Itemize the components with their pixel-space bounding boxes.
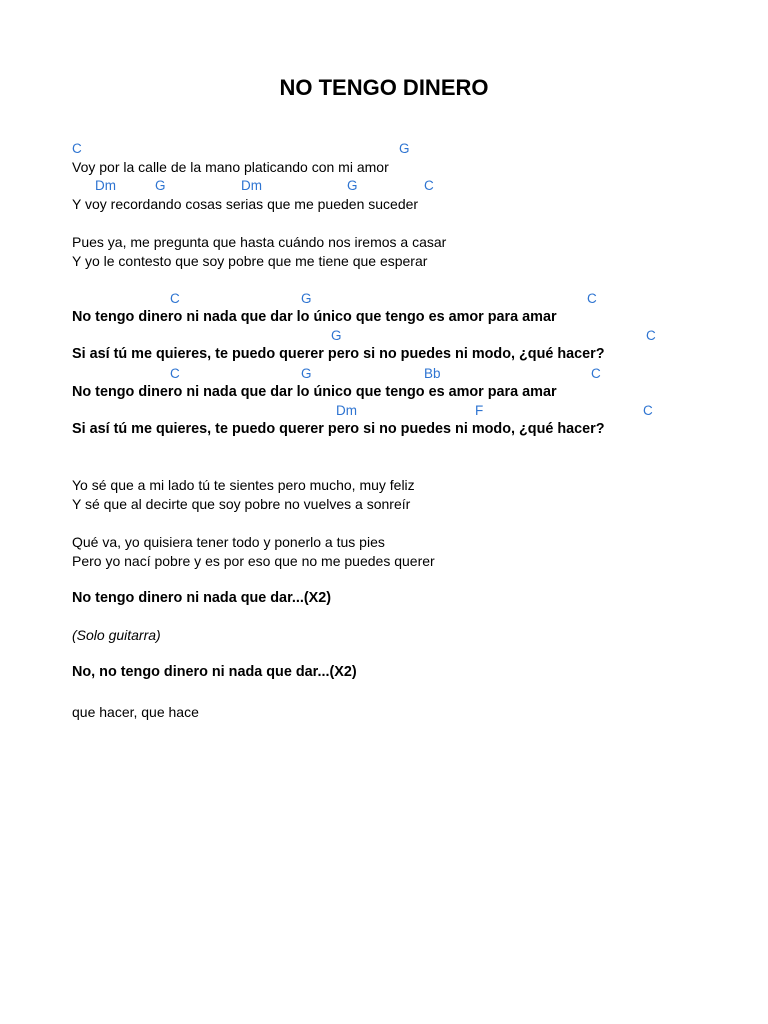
chord: C <box>170 366 180 381</box>
lyric-line: Voy por la calle de la mano platicando con mi amor <box>72 159 389 175</box>
chord: C <box>643 403 653 418</box>
chord: G <box>301 366 312 381</box>
chord: F <box>475 403 484 418</box>
lyric-line: Qué va, yo quisiera tener todo y ponerlo a tus pies <box>72 534 385 550</box>
chord: G <box>155 178 166 193</box>
chord: C <box>591 366 601 381</box>
chord: C <box>72 141 82 156</box>
chorus-line: No tengo dinero ni nada que dar lo único que tengo es amor para amar <box>72 309 557 325</box>
refrain-line: No tengo dinero ni nada que dar...(X2) <box>72 590 332 606</box>
lyric-line: Pero yo nací pobre y es por eso que no me puedes querer <box>72 553 435 569</box>
chord: C <box>646 328 656 343</box>
song-title: NO TENGO DINERO <box>279 75 489 100</box>
solo-note: (Solo guitarra) <box>72 627 161 643</box>
lyric-line: Y sé que al decirte que soy pobre no vuelves a sonreír <box>72 496 411 512</box>
chord: Dm <box>336 403 357 418</box>
chord: G <box>331 328 342 343</box>
lyric-line: Y voy recordando cosas serias que me pueden suceder <box>72 196 419 212</box>
chord: Dm <box>241 178 262 193</box>
chord: C <box>587 291 597 306</box>
chorus-line: Si así tú me quieres, te puedo querer pero si no puedes ni modo, ¿qué hacer? <box>72 421 605 437</box>
lyric-line: Pues ya, me pregunta que hasta cuándo nos iremos a casar <box>72 234 447 250</box>
chord: Bb <box>424 366 441 381</box>
chorus-line: No tengo dinero ni nada que dar lo único que tengo es amor para amar <box>72 384 557 400</box>
chorus-line: Si así tú me quieres, te puedo querer pero si no puedes ni modo, ¿qué hacer? <box>72 346 605 362</box>
lyric-line: Y yo le contesto que soy pobre que me tiene que esperar <box>72 253 428 269</box>
chord: C <box>424 178 434 193</box>
chord: G <box>347 178 358 193</box>
chord: C <box>170 291 180 306</box>
chord: G <box>399 141 410 156</box>
chord: G <box>301 291 312 306</box>
refrain-line: No, no tengo dinero ni nada que dar...(X2) <box>72 664 357 680</box>
chord: Dm <box>95 178 116 193</box>
ending-line: que hacer, que hace <box>72 704 199 720</box>
lyric-line: Yo sé que a mi lado tú te sientes pero mucho, muy feliz <box>72 477 415 493</box>
